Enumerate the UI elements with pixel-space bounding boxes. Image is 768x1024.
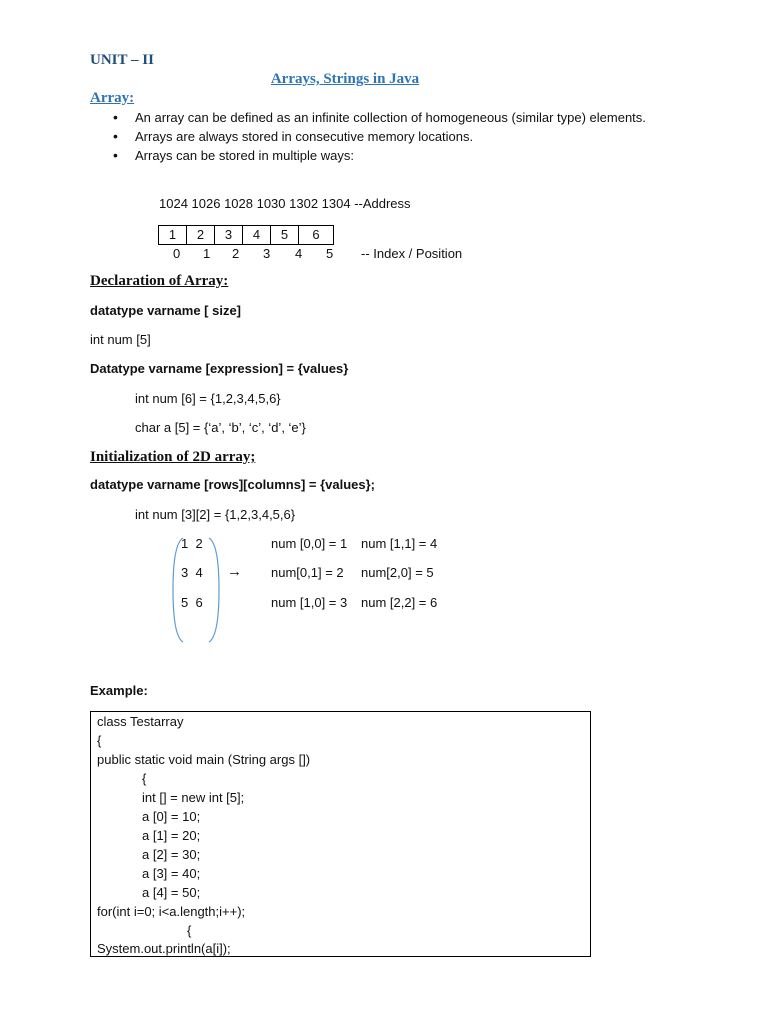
code-line: a [1] = 20; [142, 828, 201, 843]
mapping-right: num [1,1] = 4 [361, 536, 438, 551]
mapping-right: num[2,0] = 5 [361, 565, 434, 580]
array-heading: Array: [90, 90, 135, 106]
code-line: class Testarray [97, 714, 184, 729]
code-line: int [] = new int [5]; [142, 790, 245, 805]
unit-heading: UNIT – II [90, 52, 154, 68]
matrix-row: 3 4 [181, 565, 203, 580]
declaration-syntax-2: Datatype varname [expression] = {values} [90, 361, 349, 376]
bullet-item: • An array can be defined as an infinite collection of homogeneous (similar type) elements. [105, 108, 665, 127]
arrow-icon: → [227, 563, 242, 580]
code-line: public static void main (String args []) [97, 752, 311, 767]
code-block [90, 711, 591, 957]
declaration-syntax-1: datatype varname [ size] [90, 303, 242, 318]
page-title: Arrays, Strings in Java [270, 71, 420, 87]
index-number: 1 [203, 246, 211, 261]
array-cell: 4 [243, 226, 271, 244]
array-cell: 3 [215, 226, 243, 244]
index-label: -- Index / Position [361, 246, 463, 261]
matrix-row: 5 6 [181, 595, 203, 610]
declaration-heading: Declaration of Array: [90, 273, 229, 289]
init-2d-heading: Initialization of 2D array; [90, 449, 256, 465]
declaration-example-2: int num [6] = {1,2,3,4,5,6} [135, 391, 281, 406]
index-number: 2 [232, 246, 240, 261]
mapping-left: num [1,0] = 3 [271, 595, 348, 610]
array-cells [158, 225, 334, 245]
index-number: 4 [295, 246, 303, 261]
bullet-item: • Arrays are always stored in consecutive memory locations. [105, 127, 665, 146]
mapping-right: num [2,2] = 6 [361, 595, 438, 610]
matrix-right-paren [207, 536, 221, 644]
index-number: 3 [263, 246, 271, 261]
index-number: 5 [326, 246, 334, 261]
code-line: a [4] = 50; [142, 885, 201, 900]
index-number: 0 [173, 246, 181, 261]
init-2d-syntax: datatype varname [rows][columns] = {values}; [90, 477, 376, 492]
array-bullet-list [105, 108, 665, 165]
example-label: Example: [90, 683, 148, 698]
code-line: { [187, 923, 192, 938]
matrix-row: 1 2 [181, 536, 203, 551]
mapping-left: num[0,1] = 2 [271, 565, 344, 580]
array-cell: 5 [271, 226, 299, 244]
code-line: { [97, 733, 102, 748]
code-line: for(int i=0; i<a.length;i++); [97, 904, 246, 919]
array-cell: 1 [159, 226, 187, 244]
mapping-left: num [0,0] = 1 [271, 536, 348, 551]
bullet-item: • Arrays can be stored in multiple ways: [105, 146, 665, 165]
init-2d-example: int num [3][2] = {1,2,3,4,5,6} [135, 507, 296, 522]
code-line: a [0] = 10; [142, 809, 201, 824]
code-line: a [2] = 30; [142, 847, 201, 862]
matrix-left-paren [171, 536, 185, 644]
declaration-example-1: int num [5] [90, 332, 151, 347]
code-line: { [142, 771, 147, 786]
array-cell: 6 [312, 227, 320, 242]
array-cell: 2 [187, 226, 215, 244]
declaration-example-3: char a [5] = {‘a’, ‘b’, ‘c’, ‘d’, ‘e’} [135, 420, 306, 435]
address-line: 1024 1026 1028 1030 1302 1304 --Address [159, 196, 411, 211]
code-line: System.out.println(a[i]); [97, 941, 231, 956]
code-line: a [3] = 40; [142, 866, 201, 881]
